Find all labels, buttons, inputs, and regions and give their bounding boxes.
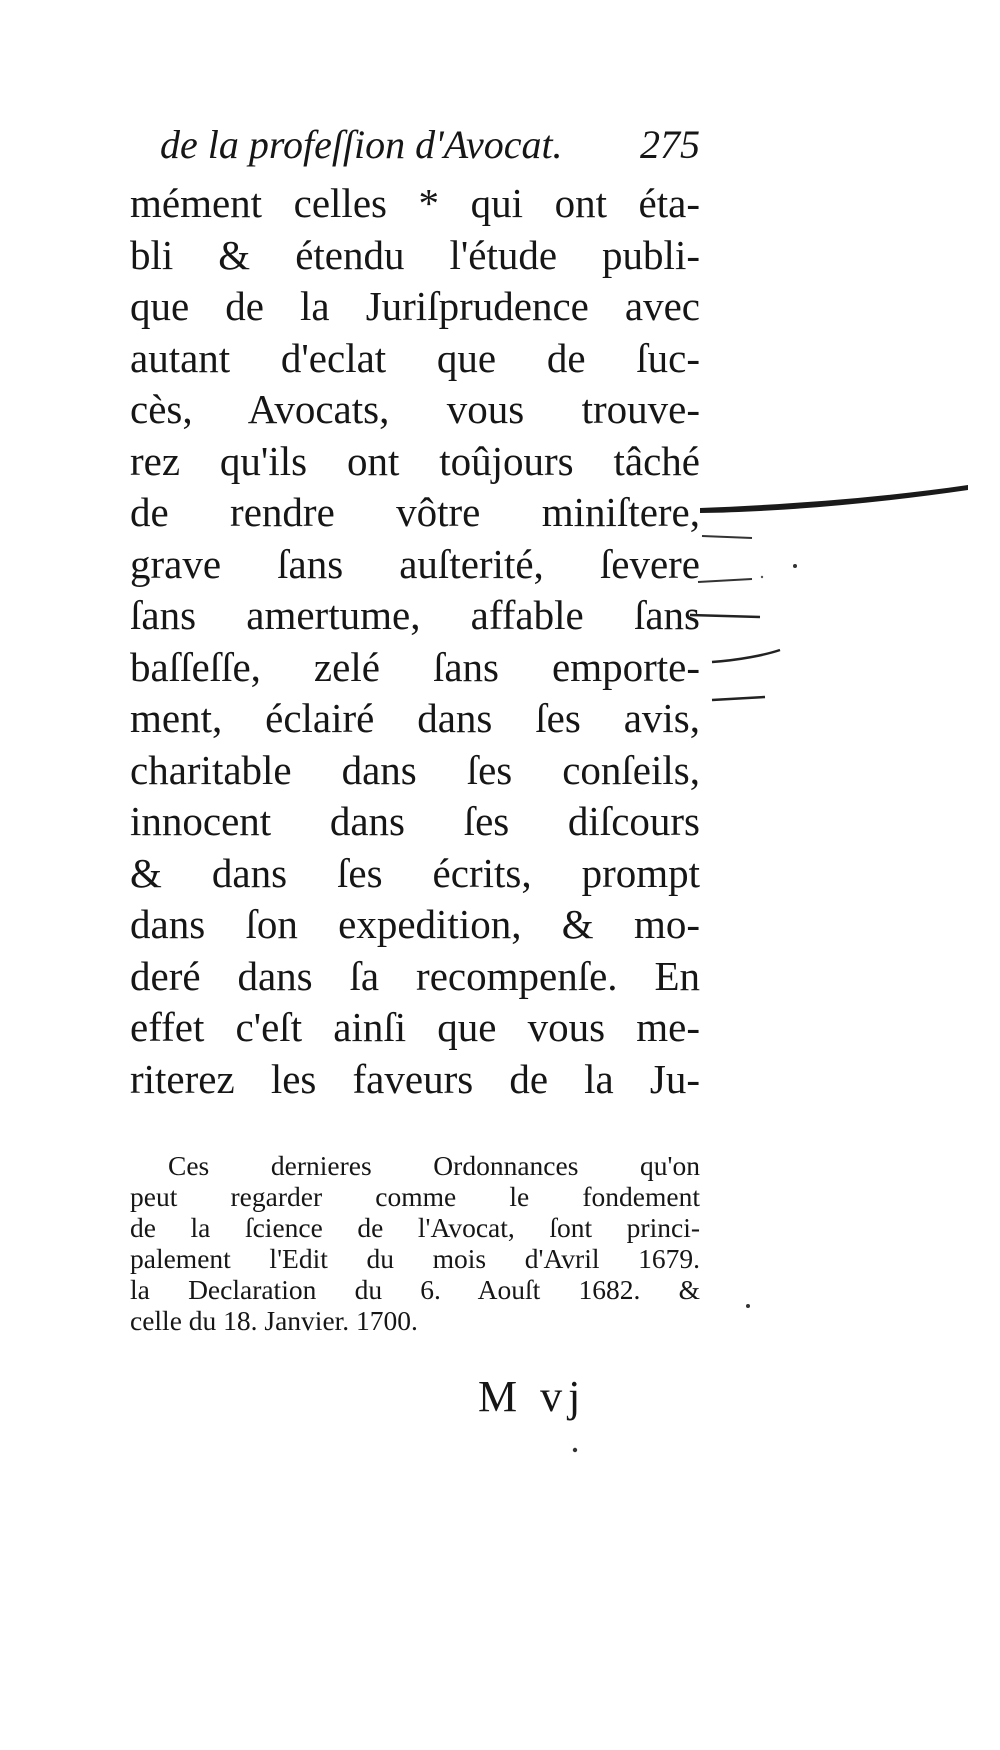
margin-dot [793,564,797,568]
footnote-line: Ces dernieres Ordonnances qu'on [168,1150,700,1181]
footnote-line: la Declaration du 6. Aouſt 1682. & [130,1274,700,1305]
margin-stroke [698,579,752,582]
margin-stroke [712,697,765,700]
margin-stroke [712,650,780,662]
running-head-title: de la profeſſion d'Avocat. [160,122,563,167]
footnote-line: palement l'Edit du mois d'Avril 1679. [130,1243,700,1274]
body-line: baſſeſſe, zelé ſans emporte- [130,643,700,690]
page-number: 275 [640,122,700,167]
signature-mark: M vj [478,1372,587,1421]
body-line: mément celles * qui ont éta- [130,180,700,226]
body-line: autant d'eclat que de ſuc- [130,334,700,381]
margin-stroke [700,485,968,513]
body-line: bli & étendu l'étude publi- [130,231,700,278]
body-line: & dans ſes écrits, prompt [130,849,700,896]
footnote-line: peut regarder comme le fondement [130,1181,700,1212]
body-line: effet c'eſt ainſi que vous me- [130,1004,700,1050]
margin-stroke [690,615,760,617]
body-line: charitable dans ſes conſeils, [130,746,700,793]
body-line: deré dans ſa recompenſe. En [130,952,700,999]
margin-dot [573,1448,577,1452]
body-text [130,178,700,1105]
body-line: rez qu'ils ont toûjours tâché [130,437,700,484]
footnote [130,1150,700,1336]
footnote-line: de la ſcience de l'Avocat, ſont princi- [130,1212,700,1243]
body-line: de rendre vôtre miniſtere, [130,489,700,535]
margin-dot [746,1304,750,1308]
body-line: cès, Avocats, vous trouve- [130,386,700,432]
footnote-line: celle du 18. Janvier. 1700. [130,1305,418,1336]
body-line: ment, éclairé dans ſes avis, [130,695,700,741]
body-line: ſans amertume, affable ſans [130,592,700,638]
body-line: dans ſon expedition, & mo- [130,901,700,947]
body-line: innocent dans ſes diſcours [130,798,700,844]
body-line: riterez les faveurs de la Ju- [130,1055,700,1102]
running-head [160,120,700,170]
margin-stroke [702,536,752,538]
body-line: que de la Juriſprudence avec [130,283,700,329]
body-line: grave ſans auſterité, ſevere [130,540,700,587]
margin-dot [761,576,763,578]
